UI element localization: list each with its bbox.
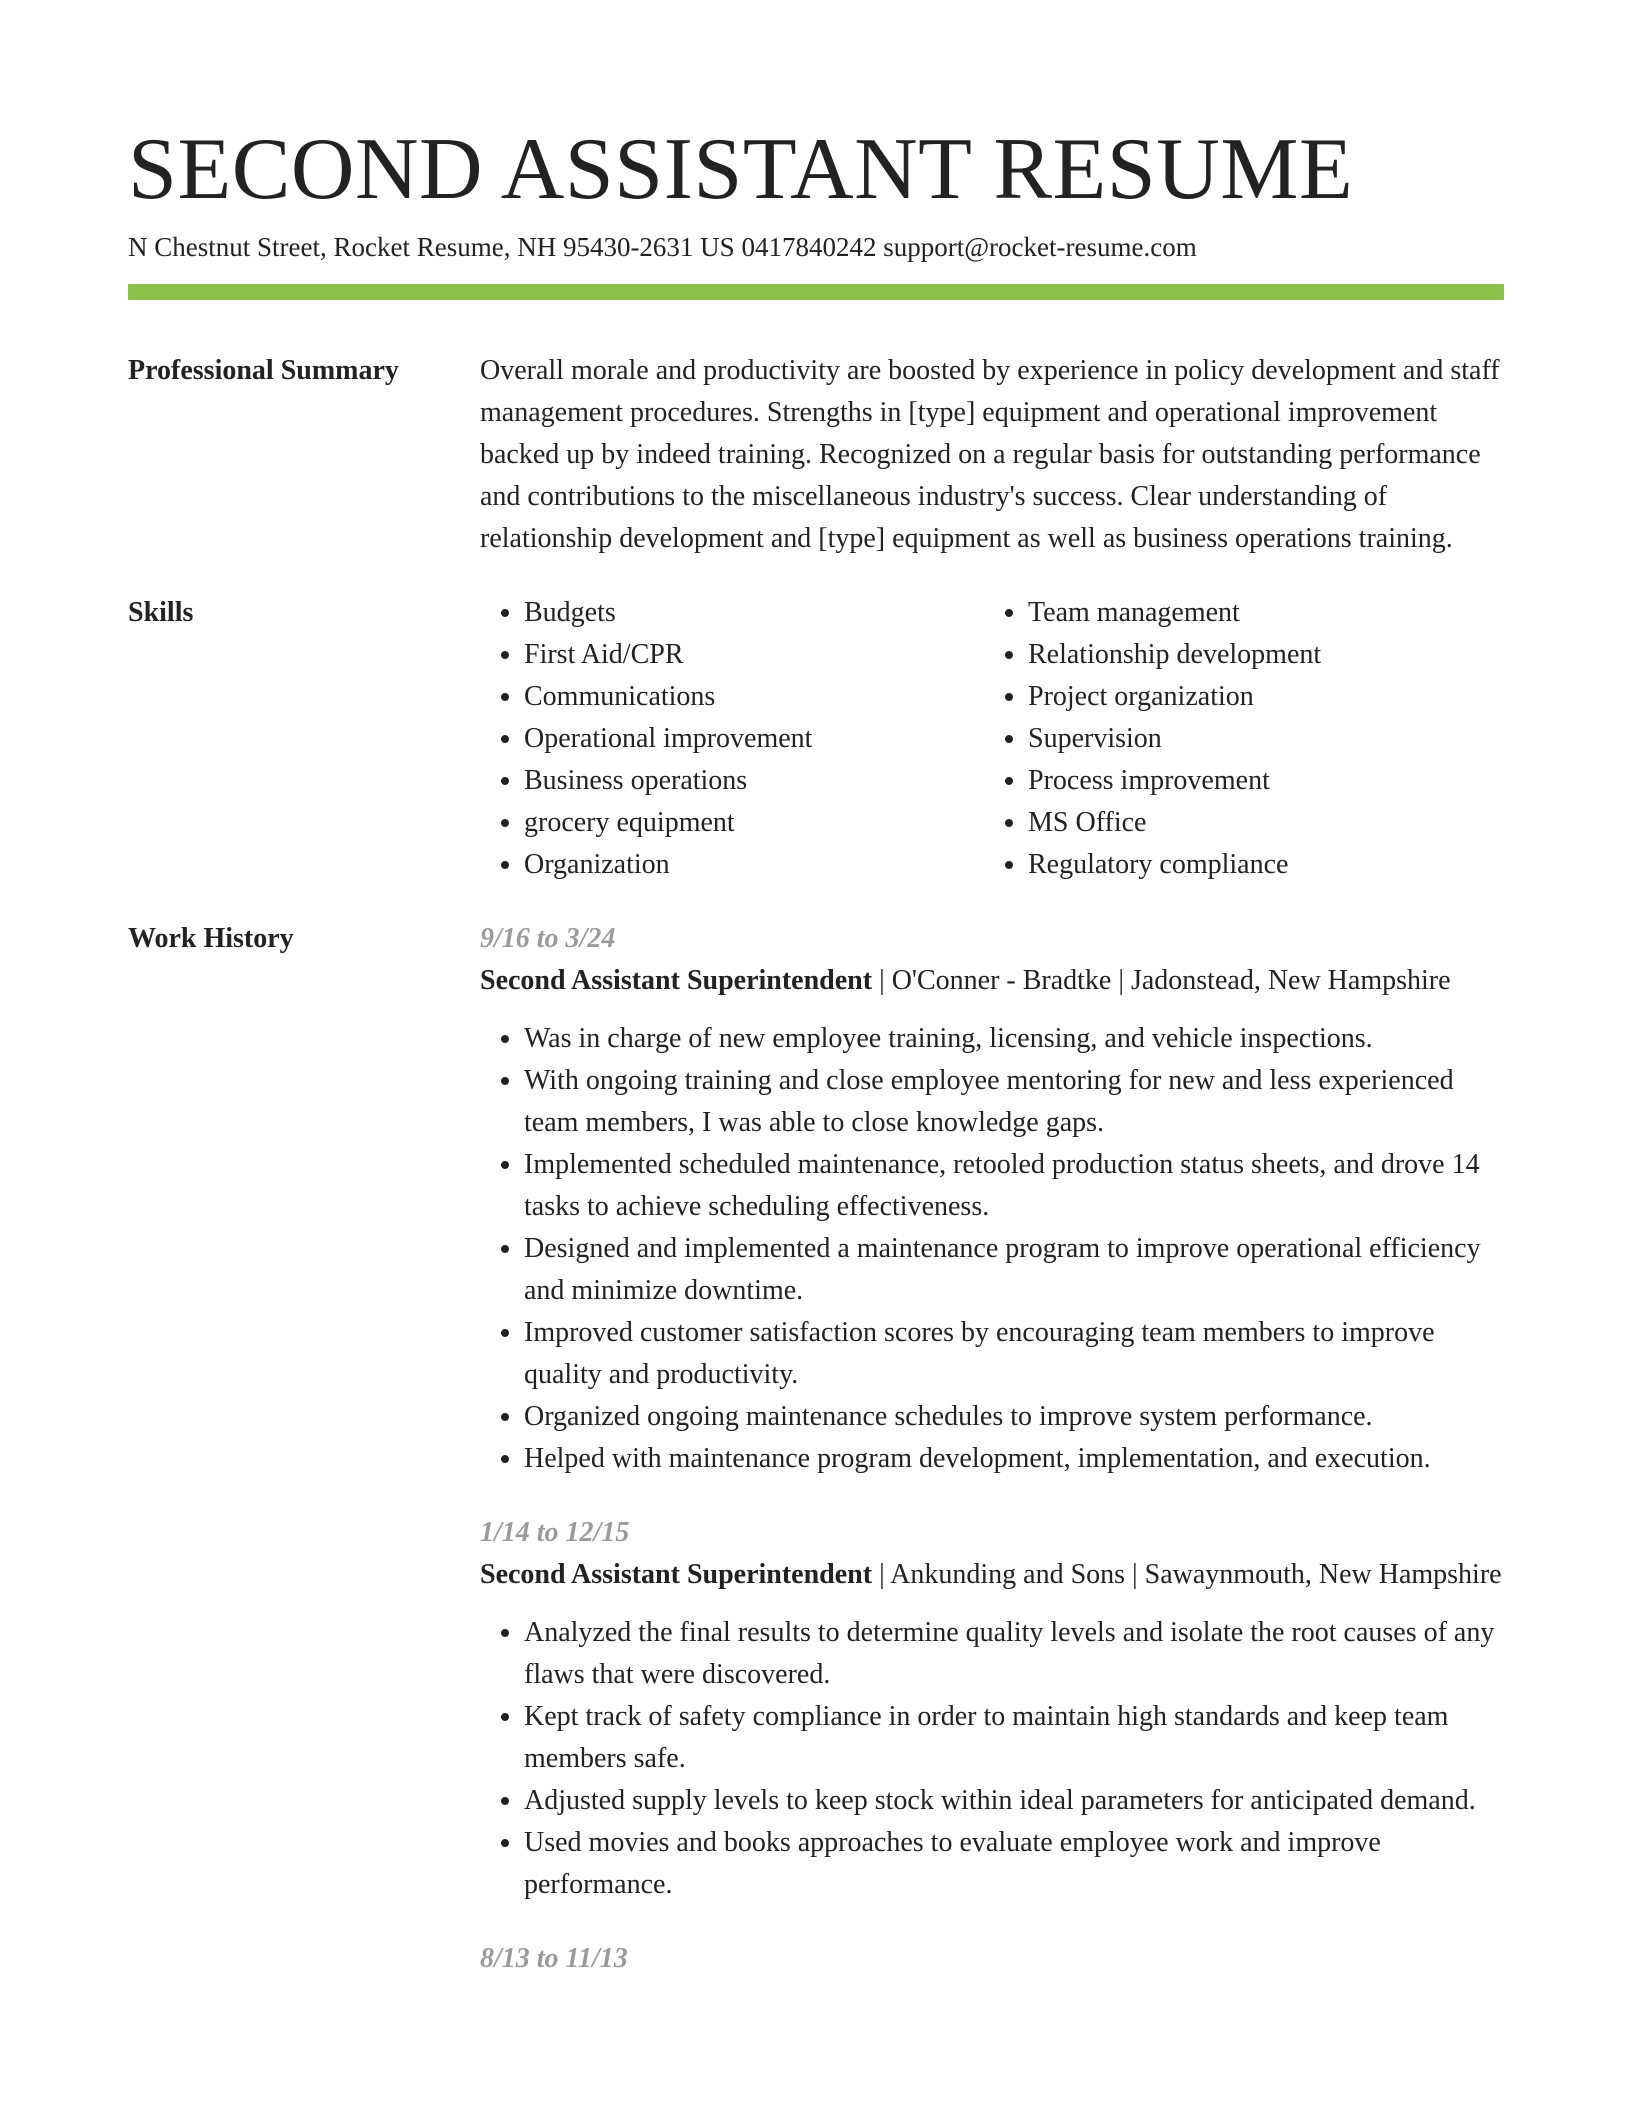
job-entry (480, 918, 1504, 1480)
job-duty: • Implemented scheduled maintenance, retooled production status sheets, and drove 14 tasks to achieve scheduling effectiveness. (524, 1144, 1504, 1228)
job-duties (480, 1612, 1504, 1906)
job-heading (480, 1554, 1504, 1596)
job-employer-location: | Ankunding and Sons | Sawaynmouth, New Hampshire (872, 1559, 1502, 1590)
job-date: 9/16 to 3/24 (480, 923, 616, 954)
job-duty: • Organized ongoing maintenance schedules to improve system performance. (524, 1396, 1504, 1438)
job-position: Second Assistant Superintendent (480, 965, 873, 996)
skill-item: • Business operations (524, 760, 984, 802)
contact-line: N Chestnut Street, Rocket Resume, NH 95430-2631 US 0417840242 support@rocket-resume.com (128, 232, 1197, 262)
job-duty: • Designed and implemented a maintenance program to improve operational efficiency and minimize downtime. (524, 1228, 1504, 1312)
summary-text: Overall morale and productivity are boosted by experience in policy development and staff management procedures. Strengths in [type] equipment and operational improvement backed up by indeed training. Recognized on a regular basis for outstanding performance and contributions to the miscellaneous industry's success. Clear understanding of relationship development and [type] equipment as well as business operations training. (480, 355, 1500, 554)
skill-item: • grocery equipment (524, 802, 984, 844)
work-history-heading: Work History (128, 923, 294, 954)
job-date: 1/14 to 12/15 (480, 1517, 630, 1548)
skill-item: • Relationship development (1028, 634, 1508, 676)
skill-item: • Project organization (1028, 676, 1508, 718)
skill-item: • Communications (524, 676, 984, 718)
summary-section (128, 350, 1504, 560)
job-employer-location: | O'Conner - Bradtke | Jadonstead, New Hampshire (872, 965, 1451, 996)
skills-section (128, 592, 1504, 886)
skill-item: • Operational improvement (524, 718, 984, 760)
job-duty: • Improved customer satisfaction scores by encouraging team members to improve quality and productivity. (524, 1312, 1504, 1396)
skill-item: • MS Office (1028, 802, 1508, 844)
job-heading (480, 960, 1504, 1002)
job-duty: • Was in charge of new employee training, licensing, and vehicle inspections. (524, 1018, 1504, 1060)
skill-item: • Supervision (1028, 718, 1508, 760)
work-history-list (480, 918, 1504, 1980)
resume-title: SECOND ASSISTANT RESUME (128, 121, 1354, 218)
job-duty: • Adjusted supply levels to keep stock within ideal parameters for anticipated demand. (524, 1780, 1504, 1822)
job-duty: • Kept track of safety compliance in order to maintain high standards and keep team members safe. (524, 1696, 1504, 1780)
job-entry (480, 1938, 1504, 1980)
resume-page (128, 118, 1504, 1980)
skills-column-right (984, 592, 1508, 886)
skills-column-left (480, 592, 984, 886)
job-date: 8/13 to 11/13 (480, 1943, 628, 1974)
job-duty: • Helped with maintenance program development, implementation, and execution. (524, 1438, 1504, 1480)
accent-divider (128, 284, 1504, 300)
job-duty: • Used movies and books approaches to evaluate employee work and improve performance. (524, 1822, 1504, 1906)
job-duties (480, 1018, 1504, 1480)
job-position: Second Assistant Superintendent (480, 1559, 873, 1590)
skills-list (480, 592, 1508, 886)
skill-item: • Regulatory compliance (1028, 844, 1508, 886)
skill-item: • First Aid/CPR (524, 634, 984, 676)
skills-heading: Skills (128, 597, 194, 628)
summary-heading: Professional Summary (128, 355, 399, 386)
skill-item: • Budgets (524, 592, 984, 634)
job-duty: • Analyzed the final results to determine quality levels and isolate the root causes of any flaws that were discovered. (524, 1612, 1504, 1696)
skill-item: • Organization (524, 844, 984, 886)
work-history-section (128, 918, 1504, 1980)
skill-item: • Process improvement (1028, 760, 1508, 802)
skill-item: • Team management (1028, 592, 1508, 634)
job-duty: • With ongoing training and close employee mentoring for new and less experienced team members, I was able to close knowledge gaps. (524, 1060, 1504, 1144)
job-entry (480, 1512, 1504, 1906)
